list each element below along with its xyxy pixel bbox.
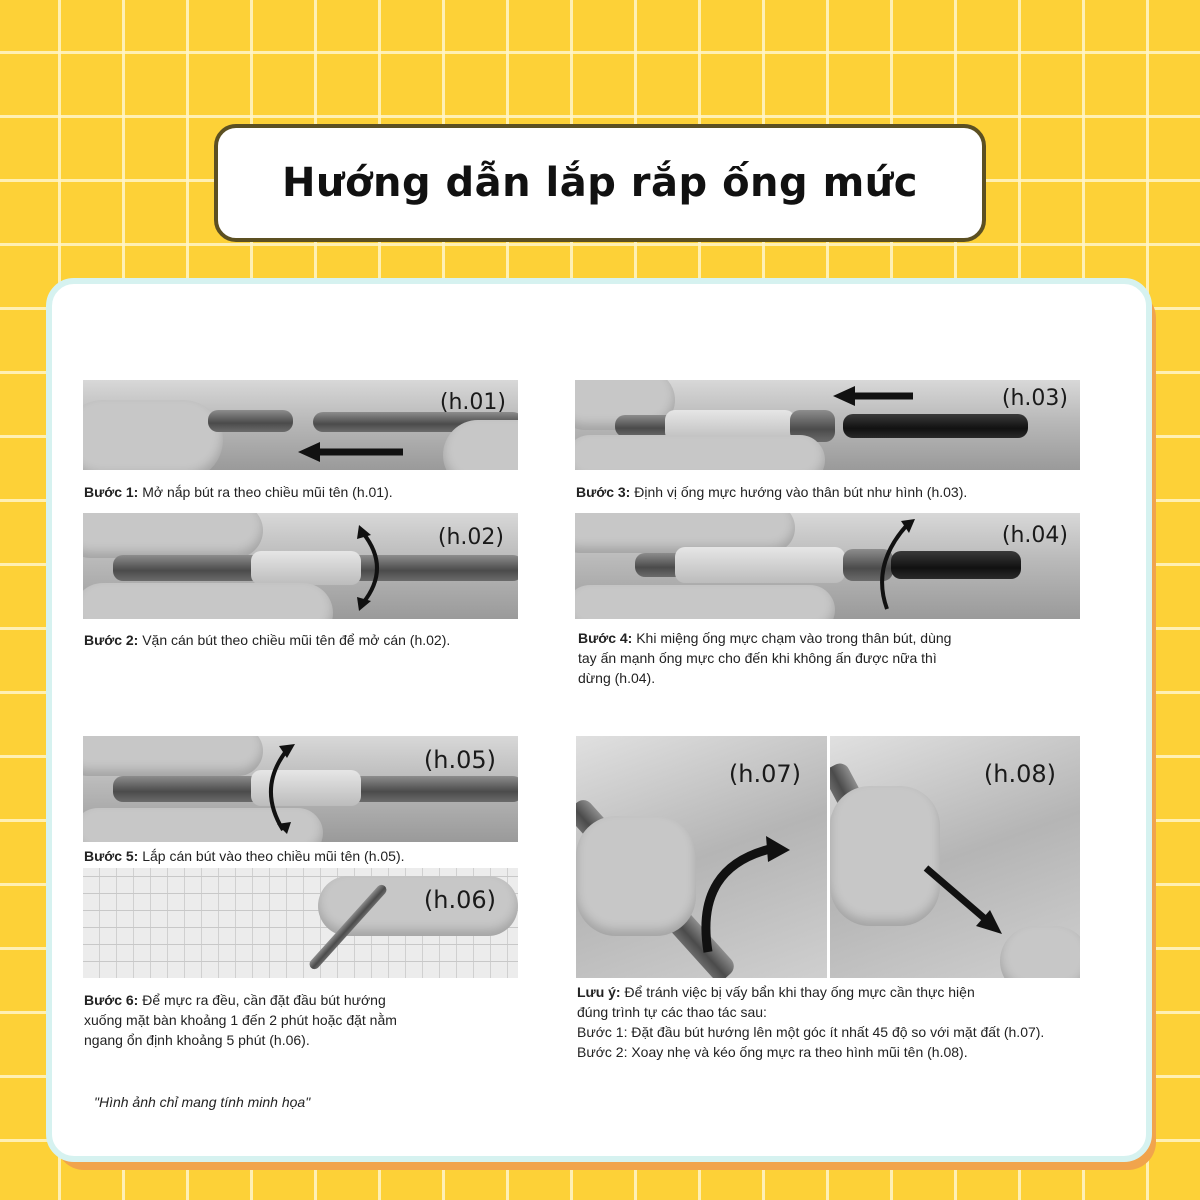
pen-grip-image (251, 551, 361, 585)
warning-step-2: Bước 2: Xoay nhẹ và kéo ống mực ra theo hình mũi tên (h.08). (577, 1044, 968, 1060)
illustration-note: "Hình ảnh chỉ mang tính minh họa" (94, 1094, 311, 1110)
warning-prefix: Lưu ý: (577, 984, 621, 1000)
photo-h04 (575, 513, 1080, 619)
step-5-caption (84, 846, 405, 866)
pen-cap-image (208, 410, 293, 432)
hand-image (83, 513, 263, 558)
ink-cartridge-image (843, 414, 1028, 438)
step-4-caption (578, 628, 951, 688)
warning-text-line-2: đúng trình tự các thao tác sau: (577, 1004, 767, 1020)
step-text: Lắp cán bút vào theo chiều mũi tên (h.05). (138, 848, 405, 864)
step-text: Mở nắp bút ra theo chiều mũi tên (h.01). (138, 484, 393, 500)
figure-label: (h.03) (1001, 386, 1068, 411)
step-text: Khi miệng ống mực chạm vào trong thân bút, dùng (632, 630, 952, 646)
photo-h02 (83, 513, 518, 619)
step-text-line-3: dừng (h.04). (578, 670, 656, 686)
step-prefix: Bước 1: (84, 484, 139, 500)
step-text-line-2: tay ấn mạnh ống mực cho đến khi không ấn được nữa thì (578, 650, 937, 666)
step-text-line-2: xuống mặt bàn khoảng 1 đến 2 phút hoặc đặt nằm (84, 1012, 397, 1028)
arrow-down-right-icon (922, 864, 1004, 936)
arrow-left-icon (833, 386, 915, 406)
curved-arrow-icon (257, 742, 297, 834)
hand-image (576, 816, 696, 936)
figure-label: (h.05) (423, 746, 496, 774)
hand-image (1000, 926, 1080, 978)
arrow-left-icon (298, 442, 408, 462)
hand-image (83, 400, 223, 470)
step-prefix: Bước 4: (578, 630, 633, 646)
photo-h01 (83, 380, 518, 470)
pen-grip-image (675, 547, 845, 583)
hand-image (575, 585, 835, 619)
warning-step-1: Bước 1: Đặt đầu bút hướng lên một góc ít nhất 45 độ so với mặt đất (h.07). (577, 1024, 1045, 1040)
figure-label: (h.07) (728, 760, 801, 788)
hand-image (575, 435, 825, 470)
step-prefix: Bước 3: (576, 484, 631, 500)
figure-label: (h.08) (983, 760, 1056, 788)
step-3-caption (576, 482, 967, 502)
hand-image (443, 420, 518, 470)
step-text-line-3: ngang ổn định khoảng 5 phút (h.06). (84, 1032, 310, 1048)
step-prefix: Bước 6: (84, 992, 139, 1008)
photo-h08 (830, 736, 1080, 978)
warning-text: Để tránh việc bị vấy bẩn khi thay ống mực cần thực hiện (620, 984, 975, 1000)
step-text: Định vị ống mực hướng vào thân bút như hình (h.03). (630, 484, 968, 500)
step-prefix: Bước 2: (84, 632, 139, 648)
photo-h03 (575, 380, 1080, 470)
step-prefix: Bước 5: (84, 848, 139, 864)
photo-h06 (83, 868, 518, 978)
photo-h07 (576, 736, 827, 978)
step-text: Vặn cán bút theo chiều mũi tên để mở cán (h.02). (138, 632, 451, 648)
figure-label: (h.02) (437, 525, 504, 550)
page-title: Hướng dẫn lắp rắp ống mức (282, 160, 918, 206)
step-1-caption (84, 482, 393, 502)
curved-arrow-icon (694, 836, 790, 956)
figure-label: (h.04) (1001, 523, 1068, 548)
hand-image (83, 583, 333, 619)
curved-arrow-icon (353, 525, 393, 611)
step-2-caption (84, 630, 450, 650)
title-banner (214, 124, 986, 242)
step-text: Để mực ra đều, cần đặt đầu bút hướng (138, 992, 386, 1008)
photo-h05 (83, 736, 518, 842)
hand-image (83, 736, 263, 776)
warning-caption (577, 982, 1044, 1062)
figure-label: (h.06) (423, 886, 496, 914)
curved-arrow-icon (871, 517, 917, 613)
figure-label: (h.01) (439, 390, 506, 415)
step-6-caption (84, 990, 397, 1050)
